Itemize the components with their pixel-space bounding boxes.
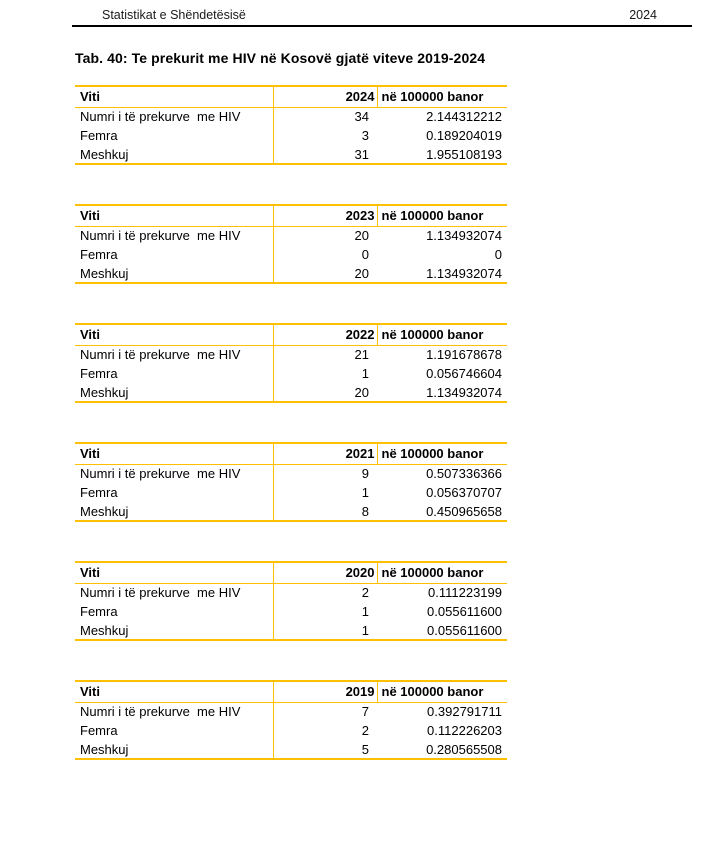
table-row xyxy=(75,345,507,364)
rate-column-header: në 100000 banor xyxy=(377,205,507,226)
table-row xyxy=(75,502,507,521)
row-label: Numri i të prekurve me HIV xyxy=(75,464,273,483)
row-label: Numri i të prekurve me HIV xyxy=(75,583,273,602)
hiv-table-2024 xyxy=(75,85,507,165)
count-value: 34 xyxy=(354,109,369,125)
table-row xyxy=(75,602,507,621)
viti-column-header: Viti xyxy=(75,86,273,107)
row-label: Femra xyxy=(75,721,273,740)
row-label: Femra xyxy=(75,483,273,502)
count-value: 7 xyxy=(361,704,369,720)
year-header: 2020 xyxy=(273,562,377,583)
hiv-table-2023 xyxy=(75,204,507,284)
table-header-row xyxy=(75,443,507,464)
rate-value: 1.134932074 xyxy=(426,384,502,400)
rate-column-header: në 100000 banor xyxy=(377,324,507,345)
row-label: Meshkuj xyxy=(75,621,273,640)
table-header-row xyxy=(75,86,507,107)
table-row xyxy=(75,107,507,126)
count-value: 1 xyxy=(361,366,369,381)
row-label: Femra xyxy=(75,364,273,383)
table-row xyxy=(75,364,507,383)
count-value: 5 xyxy=(361,741,369,757)
count-value: 20 xyxy=(354,384,369,400)
count-value: 20 xyxy=(354,228,369,244)
rate-value: 0.280565508 xyxy=(426,741,502,757)
table-header-row xyxy=(75,205,507,226)
rate-value: 0.056370707 xyxy=(426,485,502,500)
page-content xyxy=(75,50,507,760)
doc-title: Tab. 40: Te prekurit me HIV në Kosovë gjatë viteve 2019-2024 xyxy=(75,50,486,66)
year-header: 2019 xyxy=(273,681,377,702)
table-header-row xyxy=(75,562,507,583)
count-value: 9 xyxy=(361,466,369,482)
row-label: Femra xyxy=(75,126,273,145)
table-row xyxy=(75,226,507,245)
hiv-table-2021 xyxy=(75,442,507,522)
table-row xyxy=(75,383,507,402)
rate-value: 1.955108193 xyxy=(426,146,502,162)
page-header xyxy=(72,8,692,27)
row-label: Numri i të prekurve me HIV xyxy=(75,345,273,364)
page-header-year: 2024 xyxy=(629,8,657,22)
year-header: 2024 xyxy=(273,86,377,107)
rate-value: 0.056746604 xyxy=(426,366,502,381)
table-row xyxy=(75,264,507,283)
table-header-row xyxy=(75,681,507,702)
rate-column-header: në 100000 banor xyxy=(377,681,507,702)
count-value: 1 xyxy=(361,485,369,500)
rate-value: 0.055611600 xyxy=(427,604,502,619)
row-label: Numri i të prekurve me HIV xyxy=(75,226,273,245)
row-label: Femra xyxy=(75,245,273,264)
rate-value: 0.507336366 xyxy=(426,466,502,482)
rate-value: 1.134932074 xyxy=(426,265,502,281)
rate-value: 0.112226203 xyxy=(427,723,502,738)
count-value: 3 xyxy=(361,128,369,143)
row-label: Numri i të prekurve me HIV xyxy=(75,107,273,126)
rate-value: 2.144312212 xyxy=(426,109,502,125)
hiv-table-2020 xyxy=(75,561,507,641)
rate-value: 0.111223199 xyxy=(428,585,502,601)
rate-column-header: në 100000 banor xyxy=(377,86,507,107)
rate-value: 0.055611600 xyxy=(427,622,502,638)
count-value: 8 xyxy=(361,503,369,519)
hiv-table-2019 xyxy=(75,680,507,760)
row-label: Meshkuj xyxy=(75,383,273,402)
viti-column-header: Viti xyxy=(75,681,273,702)
rate-column-header: në 100000 banor xyxy=(377,562,507,583)
row-label: Meshkuj xyxy=(75,264,273,283)
table-row xyxy=(75,583,507,602)
table-row xyxy=(75,245,507,264)
count-value: 1 xyxy=(361,622,369,638)
page-header-title: Statistikat e Shëndetësisë xyxy=(102,8,246,22)
table-row xyxy=(75,464,507,483)
rate-value: 0.392791711 xyxy=(427,704,502,720)
year-header: 2021 xyxy=(273,443,377,464)
viti-column-header: Viti xyxy=(75,205,273,226)
count-value: 0 xyxy=(361,247,369,262)
year-header: 2023 xyxy=(273,205,377,226)
row-label: Meshkuj xyxy=(75,740,273,759)
viti-column-header: Viti xyxy=(75,443,273,464)
count-value: 21 xyxy=(354,347,369,363)
year-header: 2022 xyxy=(273,324,377,345)
count-value: 1 xyxy=(361,604,369,619)
rate-value: 1.134932074 xyxy=(426,228,502,244)
count-value: 20 xyxy=(354,265,369,281)
rate-column-header: në 100000 banor xyxy=(377,443,507,464)
table-row xyxy=(75,740,507,759)
viti-column-header: Viti xyxy=(75,324,273,345)
count-value: 2 xyxy=(361,723,369,738)
rate-value: 1.191678678 xyxy=(426,347,502,363)
table-row xyxy=(75,721,507,740)
viti-column-header: Viti xyxy=(75,562,273,583)
table-row xyxy=(75,483,507,502)
count-value: 2 xyxy=(361,585,369,601)
row-label: Meshkuj xyxy=(75,145,273,164)
table-row xyxy=(75,621,507,640)
table-row xyxy=(75,702,507,721)
rate-value: 0 xyxy=(494,247,502,262)
table-header-row xyxy=(75,324,507,345)
rate-value: 0.189204019 xyxy=(426,128,502,143)
count-value: 31 xyxy=(354,146,369,162)
row-label: Meshkuj xyxy=(75,502,273,521)
rate-value: 0.450965658 xyxy=(426,503,502,519)
table-row xyxy=(75,126,507,145)
row-label: Femra xyxy=(75,602,273,621)
row-label: Numri i të prekurve me HIV xyxy=(75,702,273,721)
hiv-table-2022 xyxy=(75,323,507,403)
table-row xyxy=(75,145,507,164)
